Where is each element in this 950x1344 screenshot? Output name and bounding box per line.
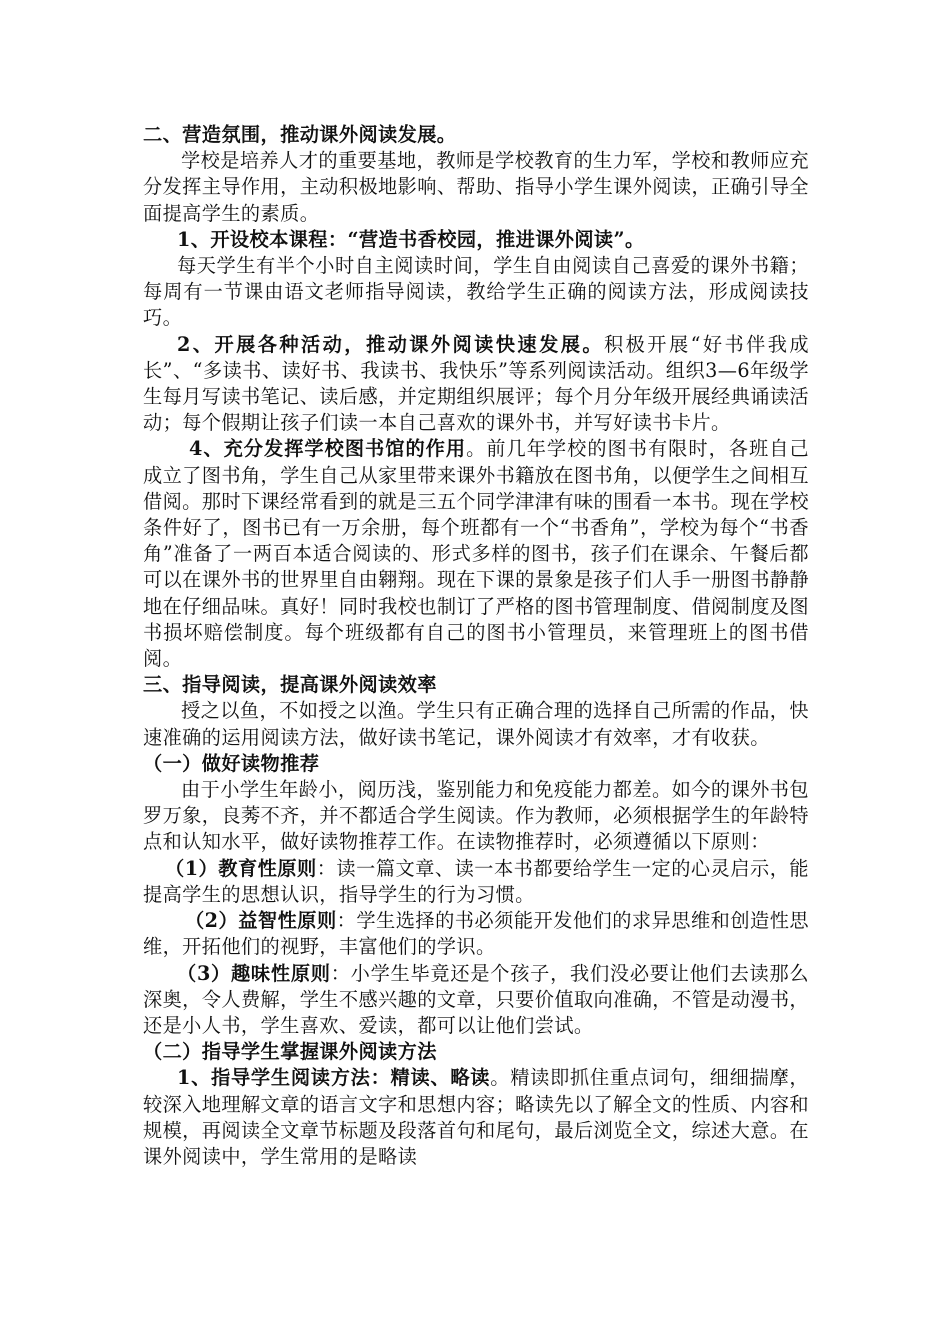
paragraph: 每天学生有半个小时自主阅读时间，学生自由阅读自己喜爱的课外书籍；每周有一节课由语文老师指导阅读，教给学生正确的阅读方法，形成阅读技巧。 (143, 254, 809, 330)
subsection-heading: （一）做好读物推荐 (143, 751, 320, 775)
paragraph: 学校是培养人才的重要基地，教师是学校教育的生力军，学校和教师应充分发挥主导作用，主动积极地影响、帮助、指导小学生课外阅读，正确引导全面提高学生的素质。 (143, 149, 809, 225)
paragraph-text: ：小学生毕竟还是个孩子，我们没必要让他们去读那么深奥，令人费解，学生不感兴趣的文章，只要价值取向准确，不管是动漫书，还是小人书，学生喜欢、爱读，都可以让他们尝试。 (143, 961, 809, 1037)
inline-heading: 1、指导学生阅读方法：精读、略读 (177, 1066, 491, 1090)
paragraph-text: 。前几年学校的图书有限时，各班自己成立了图书角，学生自己从家里带来课外书籍放在图书角，以便学生之间相互借阅。那时下课经常看到的就是三五个同学津津有味的围看一本书。现在学校条件好了，图书已有一万余册，每个班都有一个“书香角”，学校为每个“书香角”准备了一两百本适合阅读的、形式多样的图书，孩子们在课余、午餐后都可以在课外书的世界里自由翱翔。现在下课的景象是孩子们人手一册图书静静地在仔细品味。真好！同时我校也制订了严格的图书管理制度、借阅制度及图书损坏赔偿制度。每个班级都有自己的图书小管理员，来管理班上的图书借阅。 (143, 437, 809, 671)
section-heading-2: 二、营造氛围，推动课外阅读发展。 (143, 123, 457, 146)
paragraph-text: ：读一篇文章、读一本书都要给学生一定的心灵启示，能提高学生的思想认识，指导学生的行为习惯。 (143, 856, 809, 906)
inline-heading: （2）益智性原则 (185, 909, 337, 933)
paragraph-text: ：学生选择的书必须能开发他们的求异思维和创造性思维，开拓他们的视野，丰富他们的学识。 (143, 909, 809, 959)
paragraph: 由于小学生年龄小，阅历浅，鉴别能力和免疫能力都差。如今的课外书包罗万象，良莠不齐，并不都适合学生阅读。作为教师，必须根据学生的年龄特点和认知水平，做好读物推荐工作。在读物推荐时，必须遵循以下原则： (143, 778, 809, 854)
inline-heading: 2、开展各种活动，推动课外阅读快速发展。 (177, 332, 605, 356)
section-heading-3: 三、指导阅读，提高课外阅读效率 (143, 673, 437, 697)
document-page (143, 122, 809, 1170)
paragraph (143, 436, 809, 672)
inline-heading: 4、充分发挥学校图书馆的作用 (189, 437, 467, 461)
subsection-heading: （二）指导学生掌握课外阅读方法 (143, 1040, 437, 1064)
paragraph-text: 。精读即抓住重点词句，细细揣摩，较深入地理解文章的语言文字和思想内容；略读先以了解全文的性质、内容和规模，再阅读全文章节标题及段落首句和尾句，最后浏览全文，综述大意。在课外阅读中，学生常用的是略读 (143, 1066, 810, 1168)
paragraph (143, 1065, 809, 1170)
paragraph: 授之以鱼，不如授之以渔。学生只有正确合理的选择自己所需的作品，快速准确的运用阅读方法，做好读书笔记，课外阅读才有效率，才有收获。 (143, 699, 809, 749)
paragraph (143, 961, 809, 1040)
paragraph (143, 332, 809, 437)
paragraph (143, 856, 809, 908)
inline-heading: （1）教育性原则 (165, 856, 317, 880)
inline-heading: （3）趣味性原则 (177, 961, 331, 985)
subsection-heading: 1、开设校本课程：“营造书香校园，推进课外阅读”。 (177, 227, 645, 251)
paragraph (143, 908, 809, 960)
paragraph-text: 积极开展“好书伴我成长”、“多读书、读好书、我读书、我快乐”等系列阅读活动。组织3—6年级学生每月写读书笔记、读后感，并定期组织展评；每个月分年级开展经典诵读活动；每个假期让孩子们读一本自己喜欢的课外书，并写好读书卡片。 (143, 332, 810, 435)
